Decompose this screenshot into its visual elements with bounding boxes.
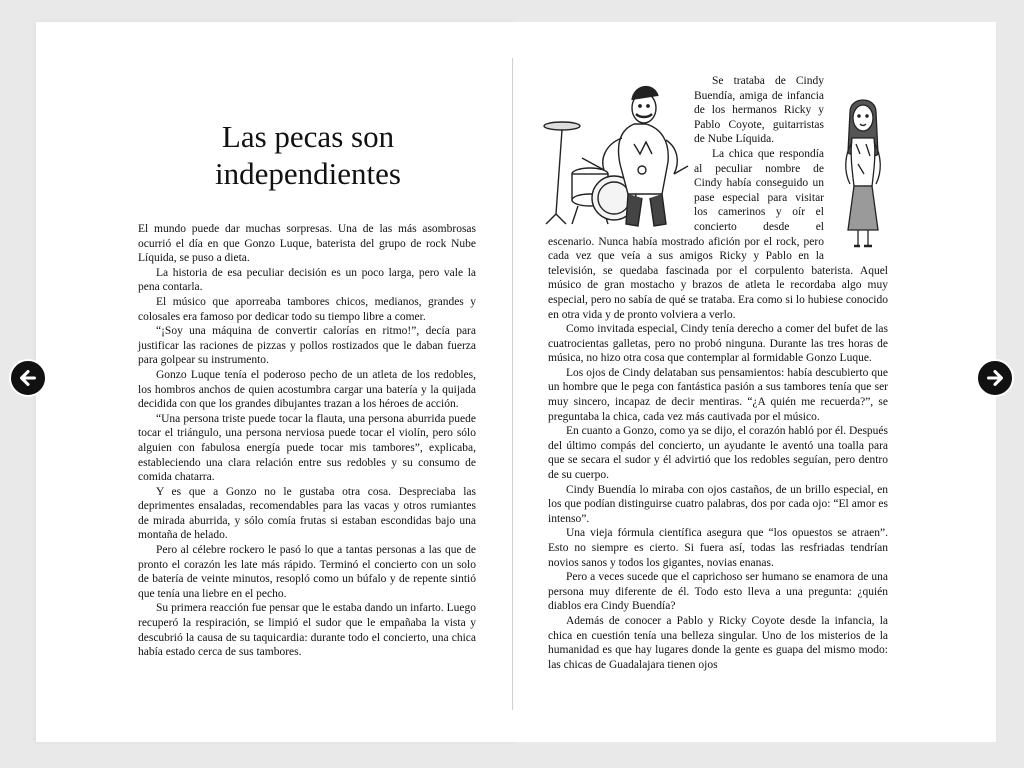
paragraph: Los ojos de Cindy delataban sus pensamientos: había descubierto que un hombre que le pega con fantástica pasión a sus tambores tenía que ser muy sincero, incapaz de decir mentiras. “¿A quién me recuerda?”, se preguntaba la chica, cada vez más cautivada por el músico. — [548, 366, 888, 423]
paragraph: El músico que aporreaba tambores chicos, medianos, grandes y colosales era famoso por dedicar todo su tiempo libre a comer. — [138, 295, 476, 323]
right-body-text — [548, 74, 888, 672]
paragraph: Gonzo Luque tenía el poderoso pecho de un atleta de los redobles, los hombros anchos de quien acostumbra cargar una batería y la quijada decidida con que los grandes dibujantes trazan a los héroes de acción. — [138, 368, 476, 411]
paragraph: Además de conocer a Pablo y Ricky Coyote desde la infancia, la chica en cuestión tenía una belleza singular. Uno de los misterios de la humanidad es que hay lugares donde la gente es guapa del mismo modo: las chicas de Guadalajara tienen ojos — [548, 614, 888, 671]
girl-illustration — [830, 94, 896, 254]
left-body-text — [138, 222, 476, 660]
title-line-2: independientes — [215, 156, 401, 191]
next-page-button[interactable] — [976, 359, 1014, 397]
drummer-icon — [542, 74, 690, 234]
paragraph: Pero a veces sucede que el caprichoso ser humano se enamora de una persona muy diferente de él. Todo esto lleva a una pregunta: ¿quién diablos era Cindy Buendía? — [548, 571, 888, 613]
paragraph: Y es que a Gonzo no le gustaba otra cosa. Despreciaba las deprimentes ensaladas, recomendables para las vacas y otros rumiantes de mirada aburrida, y sólo comía frutas si estaban escondidas bajo una montaña de helado. — [138, 485, 476, 542]
arrow-left-icon — [17, 367, 39, 389]
page-gutter — [512, 58, 513, 710]
paragraph: La historia de esa peculiar decisión es un poco larga, pero vale la pena contarla. — [138, 266, 476, 294]
arrow-right-icon — [984, 367, 1006, 389]
previous-page-button[interactable] — [9, 359, 47, 397]
title-line-1: Las pecas son — [221, 119, 395, 154]
right-page — [516, 22, 996, 742]
paragraph: “Una persona triste puede tocar la flauta, una persona aburrida puede tocar el triángulo, una persona nerviosa puede tocar el violín, pero sólo alguien con fabulosa energía puede tocar mis tambores”, explicaba, estableciendo una clara relación entre sus redobles y su consumo de comida chatarra. — [138, 412, 476, 484]
paragraph: Su primera reacción fue pensar que le estaba dando un infarto. Luego recuperó la respiración, se limpió el sudor que le empañaba la vista y descubrió la causa de su taquicardia: durante todo el concierto, una chica había estado cerca de sus tambores. — [138, 602, 476, 659]
paragraph: En cuanto a Gonzo, como ya se dijo, el corazón habló por él. Después del último compás del concierto, un ayudante le aventó una toalla para que se secara el sudor y él advirtió que los redobles seguían, pero dentro de su cuerpo. — [548, 425, 888, 482]
drummer-illustration — [542, 74, 690, 234]
paragraph: Como invitada especial, Cindy tenía derecho a comer del bufet de las cuatrocientas galletas, pero no probó ninguna. Durante las tres horas de música, no hizo otra cosa que contemplar al formidable Gonzo Luque. — [548, 323, 888, 365]
paragraph: Cindy Buendía lo miraba con ojos castaños, de un brillo especial, en los que podían distinguirse cuatro palabras, dos por cada ojo: “El amor es intenso”. — [548, 483, 888, 525]
paragraph: Una vieja fórmula científica asegura que “los opuestos se atraen”. Esto no siempre es cierto. Si fuera así, todas las resfriadas tendrían novios sanos y todos los gigantes, novias enanas. — [548, 527, 888, 569]
chapter-title — [138, 118, 478, 192]
paragraph: La chica que respondía al peculiar nombre de Cindy había conseguido un pase especial para visitar los camerinos y oír el concierto desde el escenario. Nunca había mostrado afición por el rock, pero cada vez que veía a sus amigos Ricky y Pablo en la televisión, se quedaba fascinada por el corpulento baterista. Aquel músico de gran mostacho y brazos de atleta le recordaba algo muy especial, pero no sabía de qué se trataba. Era como si lo hubiese conocido en otra vida y de pronto volviera a verlo. — [548, 147, 888, 321]
girl-icon — [830, 94, 896, 254]
paragraph: “¡Soy una máquina de convertir calorías en ritmo!”, decía para justificar las raciones de pizzas y pollos rostizados que le daban fuerza para golpear su instrumento. — [138, 325, 476, 367]
paragraph: Se trataba de Cindy Buendía, amiga de infancia de los hermanos Ricky y Pablo Coyote, guitarristas de Nube Líquida. — [694, 75, 824, 146]
left-page — [36, 22, 516, 742]
paragraph: El mundo puede dar muchas sorpresas. Una de las más asombrosas ocurrió el día en que Gonzo Luque, baterista del grupo de rock Nube Líquida, se puso a dieta. — [138, 223, 476, 265]
paragraph: Pero al célebre rockero le pasó lo que a tantas personas a las que de pronto el corazón les late más rápido. Terminó el concierto con un solo de batería de veinte minutos, resopló como un búfalo y de repente sintió que tenía una liebre en el pecho. — [138, 544, 476, 600]
